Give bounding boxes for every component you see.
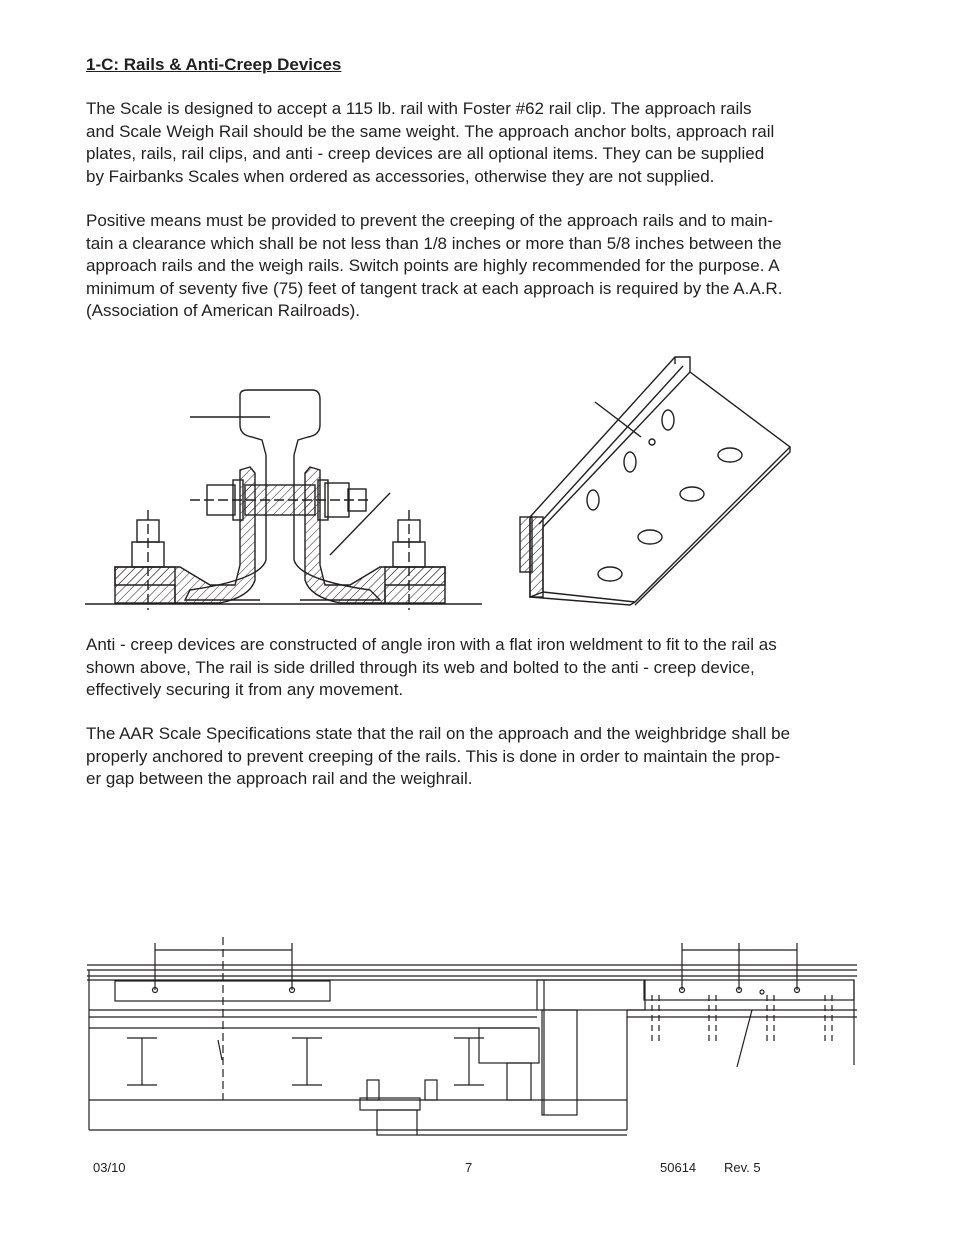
text-line: er gap between the approach rail and the weighrail.: [86, 769, 473, 788]
text-line: The AAR Scale Specifications state that the rail on the approach and the weighbridge shall be: [86, 724, 791, 743]
text-line: effectively securing it from any movement.: [86, 680, 404, 699]
paragraph-anti-creep-construction: [86, 634, 886, 702]
text-line: properly anchored to prevent creeping of the rails. This is done in order to maintain the prop-: [86, 746, 781, 766]
footer-page-number: 7: [465, 1160, 473, 1175]
text-line: Positive means must be provided to prevent the creeping of the approach rails and to main-: [86, 211, 773, 230]
text-line: minimum of seventy five (75) feet of tangent track at each approach is required by the A.A.R.: [86, 278, 783, 298]
text-line: by Fairbanks Scales when ordered as accessories, otherwise they are not supplied.: [86, 166, 715, 186]
text-line: plates, rails, rail clips, and anti - creep devices are all optional items. They can be supplied: [86, 144, 765, 163]
text-line: The Scale is designed to accept a 115 lb. rail with Foster #62 rail clip. The approach rails: [86, 99, 752, 118]
footer-revision: Rev. 5: [724, 1160, 761, 1175]
text-line: shown above, The rail is side drilled through its web and bolted to the anti - creep device,: [86, 657, 755, 677]
section-heading: 1-C: Rails & Anti-Creep Devices: [86, 55, 342, 74]
text-line: and Scale Weigh Rail should be the same weight. The approach anchor bolts, approach rail: [86, 121, 775, 141]
text-line: tain a clearance which shall be not less than 1/8 inches or more than 5/8 inches between the: [86, 233, 782, 253]
scale-side-elevation-drawing: [82, 935, 867, 1140]
footer-doc-number: 50614: [660, 1160, 697, 1175]
text-line: Anti - creep devices are constructed of angle iron with a flat iron weldment to fit to the rail as: [86, 635, 777, 654]
paragraph-rail-spec: [86, 98, 886, 188]
anti-creep-angle-iron-drawing: [515, 352, 800, 607]
paragraph-aar-spec: [86, 723, 886, 791]
paragraph-creep-prevention: [86, 210, 886, 323]
text-line: (Association of American Railroads).: [86, 301, 361, 320]
rail-cross-section-drawing: [80, 385, 490, 615]
text-line: approach rails and the weigh rails. Switch points are highly recommended for the purpose. A: [86, 256, 780, 275]
footer-date: 03/10: [93, 1160, 126, 1175]
